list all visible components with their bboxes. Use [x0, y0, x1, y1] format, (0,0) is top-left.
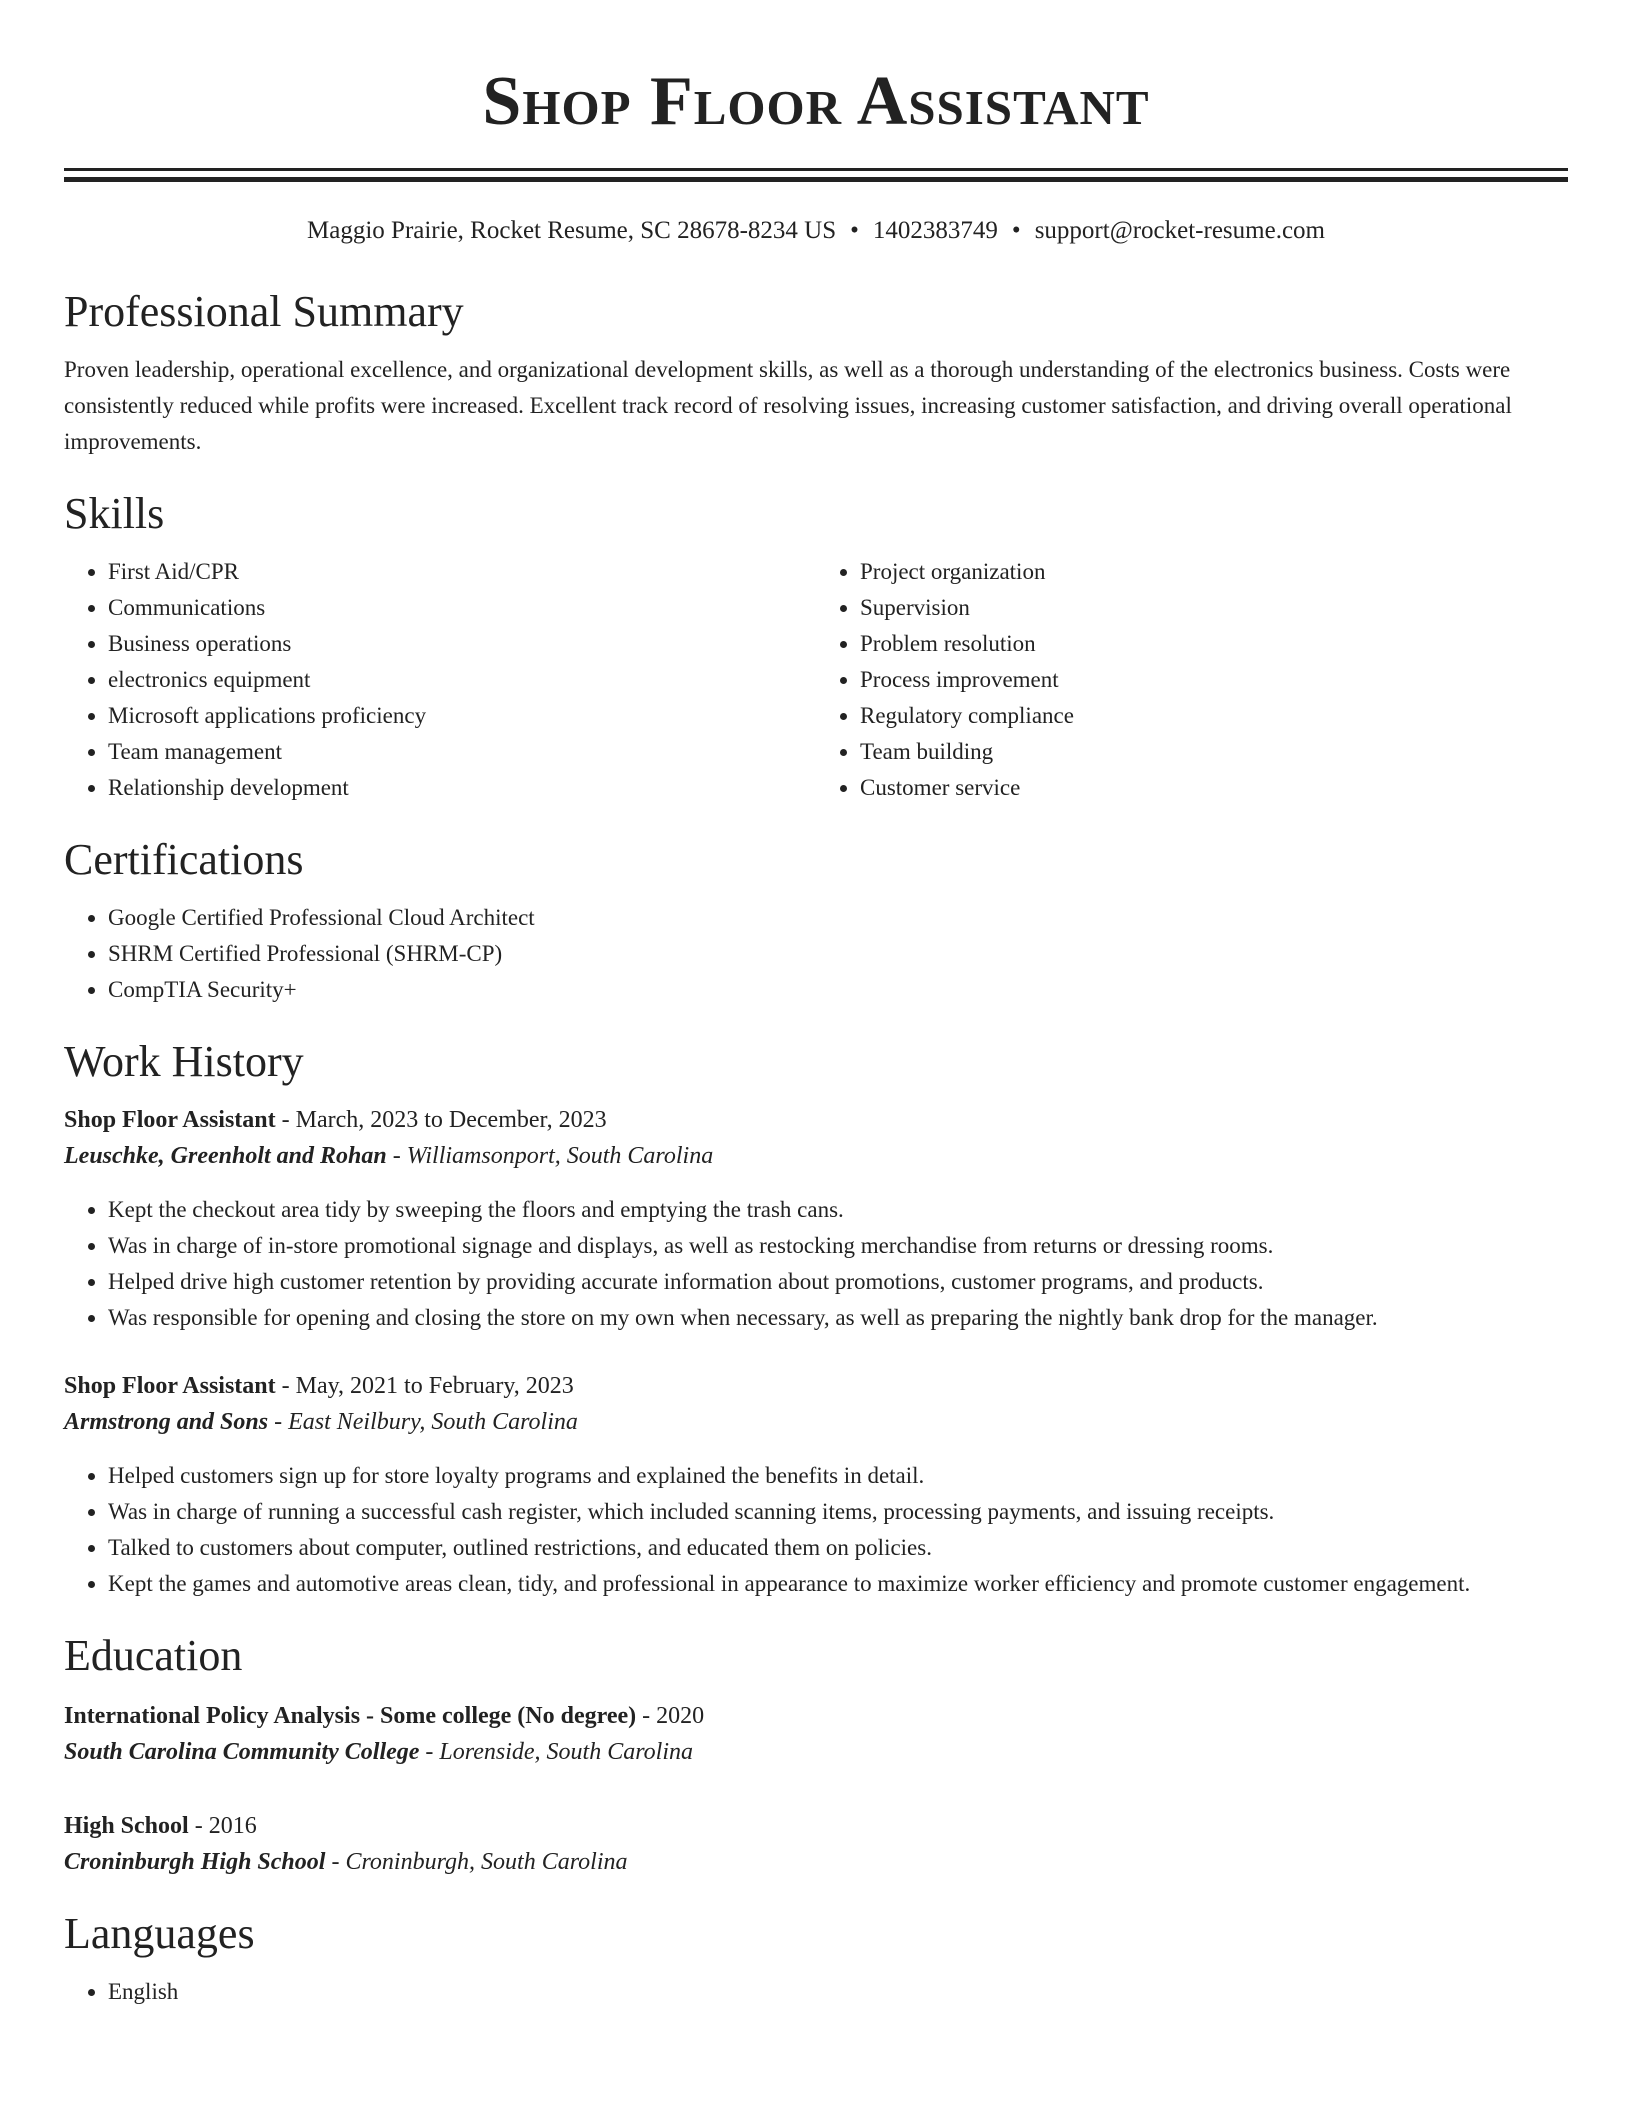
job-duty: • Kept the checkout area tidy by sweeping the floors and emptying the trash cans. — [108, 1192, 1568, 1228]
skill-item: • Customer service — [860, 770, 1568, 806]
job-duty: • Was in charge of running a successful cash register, which included scanning items, processing payments, and issuing receipts. — [108, 1494, 1568, 1530]
skill-item: • electronics equipment — [108, 662, 816, 698]
education-school: Croninburgh High School — [64, 1849, 326, 1875]
skills-columns — [64, 554, 1568, 806]
job-header — [64, 1368, 1568, 1404]
contact-address: Maggio Prairie, Rocket Resume, SC 28678-8234 US — [307, 217, 837, 244]
contact-email: support@rocket-resume.com — [1034, 217, 1325, 244]
certifications-heading: Certifications — [64, 835, 304, 884]
skill-item: • Team building — [860, 734, 1568, 770]
skill-item: • Project organization — [860, 554, 1568, 590]
job-duty: • Was responsible for opening and closing the store on my own when necessary, as well as preparing the nightly bank drop for the manager. — [108, 1300, 1568, 1336]
job-company: Armstrong and Sons — [64, 1409, 269, 1435]
education-school-line — [64, 1844, 1568, 1880]
certification-item: • Google Certified Professional Cloud Architect — [108, 900, 1568, 936]
education-entry — [64, 1808, 1568, 1880]
job-employer — [64, 1404, 1568, 1440]
resume-name: Shop Floor Assistant — [482, 63, 1150, 140]
work-history-heading: Work History — [64, 1037, 304, 1086]
education-entry — [64, 1698, 1568, 1770]
skill-item: • Microsoft applications proficiency — [108, 698, 816, 734]
header-divider-top — [64, 168, 1568, 171]
job-duty: • Kept the games and automotive areas clean, tidy, and professional in appearance to maximize worker efficiency and promote customer engagement. — [108, 1566, 1568, 1602]
education-school: South Carolina Community College — [64, 1739, 420, 1765]
job-dates: - March, 2023 to December, 2023 — [275, 1107, 607, 1133]
education-school-line — [64, 1734, 1568, 1770]
skill-item: • Supervision — [860, 590, 1568, 626]
skill-item: • Process improvement — [860, 662, 1568, 698]
summary-text: Proven leadership, operational excellence, and organizational development skills, as well as a thorough understanding of the electronics business. Costs were consistently reduced while profits were increased. Excellent track record of resolving issues, increasing customer satisfaction, and driving overall operational improvements. — [64, 357, 1512, 454]
certification-item: • CompTIA Security+ — [108, 972, 1568, 1008]
job-duties-list — [64, 1192, 1568, 1336]
education-header — [64, 1698, 1568, 1734]
education-degree: International Policy Analysis - Some college (No degree) — [64, 1703, 637, 1729]
header-divider-bottom — [64, 177, 1568, 182]
skills-list-left — [64, 554, 816, 806]
language-item: • English — [108, 1974, 1568, 2010]
education-degree: High School — [64, 1813, 189, 1839]
job-role: Shop Floor Assistant — [64, 1373, 276, 1399]
education-heading: Education — [64, 1631, 243, 1680]
contact-phone: 1402383749 — [872, 217, 998, 244]
job-entry — [64, 1102, 1568, 1336]
skill-item: • First Aid/CPR — [108, 554, 816, 590]
job-duties-list — [64, 1458, 1568, 1602]
certifications-list — [64, 900, 1568, 1008]
skill-item: • Team management — [108, 734, 816, 770]
languages-heading: Languages — [64, 1909, 255, 1958]
job-header — [64, 1102, 1568, 1138]
job-location: - Williamsonport, South Carolina — [386, 1143, 714, 1169]
job-employer — [64, 1138, 1568, 1174]
skill-item: • Relationship development — [108, 770, 816, 806]
contact-line — [64, 216, 1568, 246]
job-duty: • Helped customers sign up for store loyalty programs and explained the benefits in detail. — [108, 1458, 1568, 1494]
skill-item: • Problem resolution — [860, 626, 1568, 662]
contact-separator: • — [850, 217, 859, 244]
skill-item: • Communications — [108, 590, 816, 626]
job-company: Leuschke, Greenholt and Rohan — [64, 1143, 387, 1169]
education-location: - Lorenside, South Carolina — [419, 1739, 693, 1765]
skills-heading: Skills — [64, 489, 165, 538]
contact-separator: • — [1011, 217, 1021, 244]
summary-heading: Professional Summary — [64, 287, 464, 336]
languages-list — [64, 1974, 1568, 2010]
job-duty: • Helped drive high customer retention by providing accurate information about promotions, customer programs, and products. — [108, 1264, 1568, 1300]
job-duty: • Talked to customers about computer, outlined restrictions, and educated them on policies. — [108, 1530, 1568, 1566]
education-year: - 2020 — [636, 1703, 705, 1729]
job-location: - East Neilbury, South Carolina — [268, 1409, 578, 1435]
skill-item: • Business operations — [108, 626, 816, 662]
skill-item: • Regulatory compliance — [860, 698, 1568, 734]
job-dates: - May, 2021 to February, 2023 — [275, 1373, 574, 1399]
skills-list-right — [816, 554, 1568, 806]
education-location: - Croninburgh, South Carolina — [325, 1849, 628, 1875]
education-year: - 2016 — [188, 1813, 257, 1839]
education-header — [64, 1808, 1568, 1844]
job-entry — [64, 1368, 1568, 1602]
certification-item: • SHRM Certified Professional (SHRM-CP) — [108, 936, 1568, 972]
job-role: Shop Floor Assistant — [64, 1107, 276, 1133]
job-duty: • Was in charge of in-store promotional signage and displays, as well as restocking merchandise from returns or dressing rooms. — [108, 1228, 1568, 1264]
